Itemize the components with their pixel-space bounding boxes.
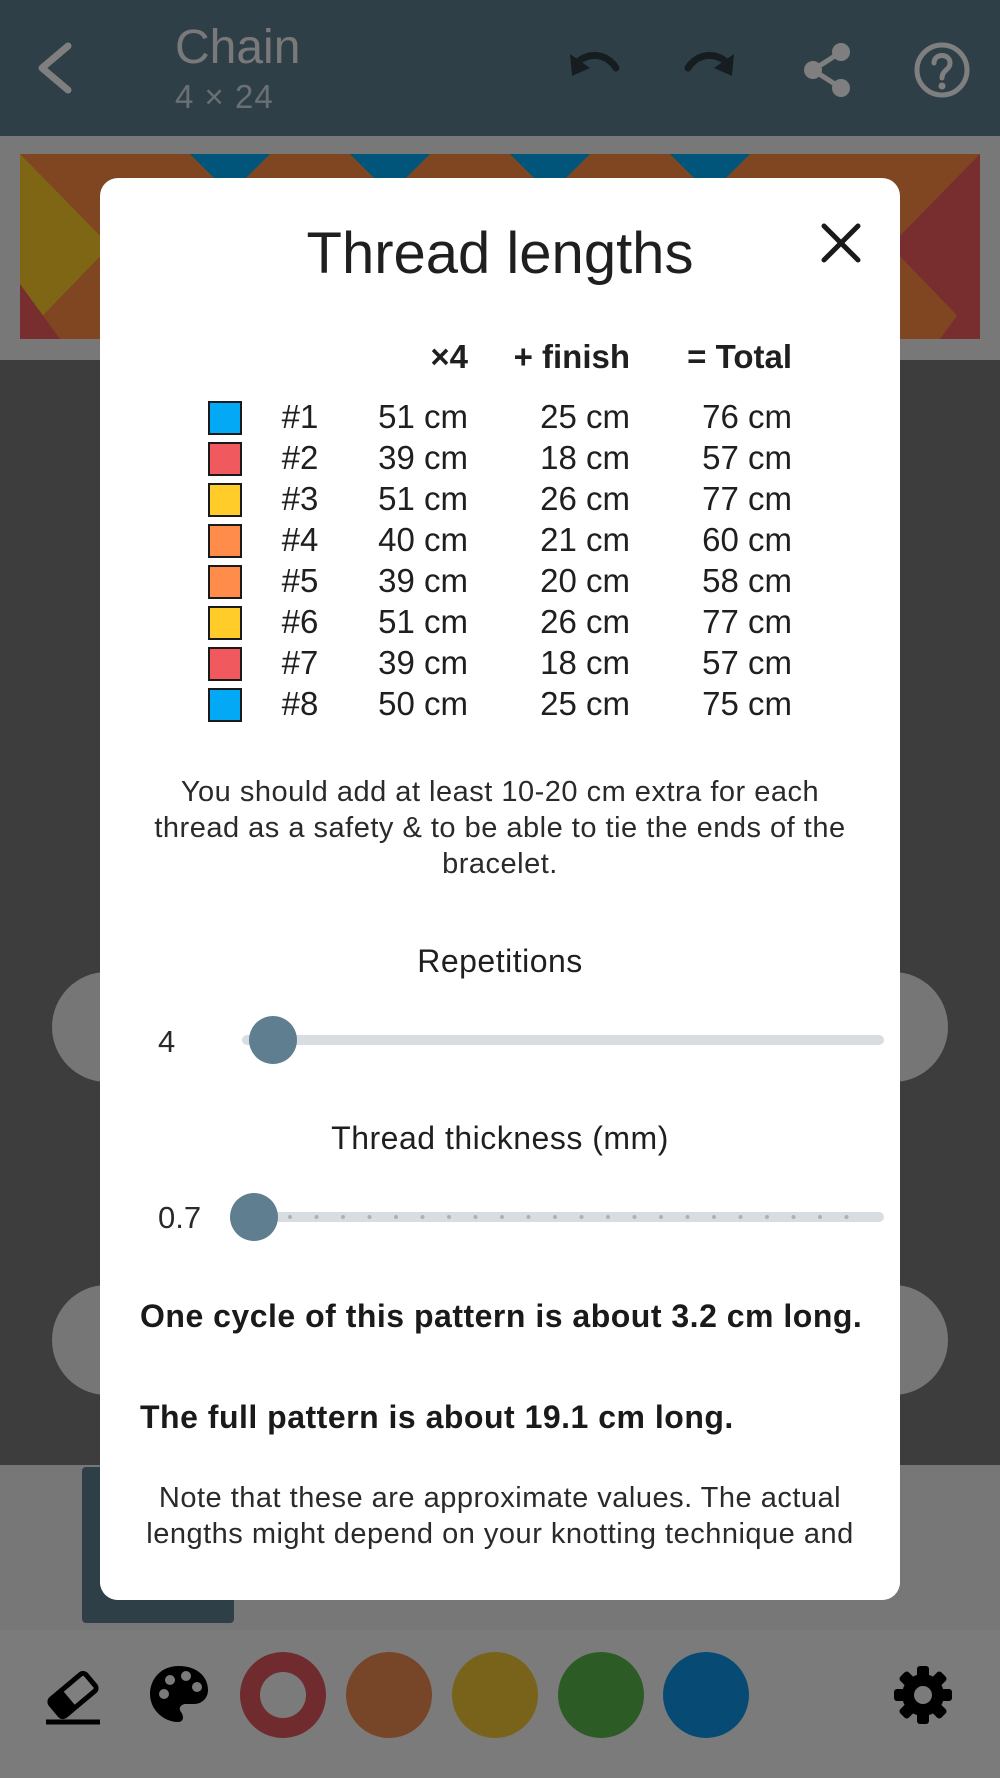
thread-color-swatch <box>208 401 242 435</box>
slider-tick <box>818 1215 822 1219</box>
header-repetitions: ×4 <box>430 338 468 375</box>
thread-color-swatch <box>208 647 242 681</box>
table-row: #3 51 cm 26 cm 77 cm <box>100 480 900 521</box>
thread-color-swatch <box>208 606 242 640</box>
thickness-slider-track[interactable] <box>242 1212 884 1222</box>
repetitions-slider-track[interactable] <box>242 1035 884 1045</box>
slider-tick <box>341 1215 345 1219</box>
table-row: #6 51 cm 26 cm 77 cm <box>100 603 900 644</box>
slider-tick <box>765 1215 769 1219</box>
slider-tick <box>315 1215 319 1219</box>
thickness-label: Thread thickness (mm) <box>331 1120 669 1156</box>
thread-color-swatch <box>208 483 242 517</box>
full-length-text: The full pattern is about 19.1 cm long. <box>140 1399 734 1435</box>
thread-color-swatch <box>208 565 242 599</box>
thread-color-swatch <box>208 688 242 722</box>
dialog-bottom-edge <box>100 1558 900 1600</box>
table-row: #2 39 cm 18 cm 57 cm <box>100 439 900 480</box>
slider-tick <box>553 1215 557 1219</box>
slider-tick <box>633 1215 637 1219</box>
slider-tick <box>792 1215 796 1219</box>
slider-tick <box>606 1215 610 1219</box>
table-row: #1 51 cm 25 cm 76 cm <box>100 398 900 439</box>
table-row: #8 50 cm 25 cm 75 cm <box>100 685 900 726</box>
slider-tick <box>712 1215 716 1219</box>
table-row: #4 40 cm 21 cm 60 cm <box>100 521 900 562</box>
approximation-note: Note that these are approximate values. The actual lengths might depend on your knotting technique and <box>146 1482 854 1550</box>
thread-lengths-dialog <box>100 178 900 1600</box>
thread-color-swatch <box>208 524 242 558</box>
slider-tick <box>368 1215 372 1219</box>
slider-tick <box>527 1215 531 1219</box>
close-icon[interactable] <box>812 214 870 272</box>
repetitions-slider-thumb[interactable] <box>249 1016 297 1064</box>
slider-tick <box>845 1215 849 1219</box>
slider-tick <box>500 1215 504 1219</box>
thickness-value: 0.7 <box>158 1200 202 1235</box>
cycle-length-text: One cycle of this pattern is about 3.2 cm long. <box>140 1298 863 1334</box>
table-row: #7 39 cm 18 cm 57 cm <box>100 644 900 685</box>
slider-tick <box>580 1215 584 1219</box>
thickness-slider-thumb[interactable] <box>230 1193 278 1241</box>
slider-tick <box>288 1215 292 1219</box>
slider-tick <box>686 1215 690 1219</box>
header-total: = Total <box>687 338 792 375</box>
slider-tick <box>421 1215 425 1219</box>
repetitions-value: 4 <box>158 1024 176 1059</box>
repetitions-label: Repetitions <box>417 943 583 979</box>
slider-tick <box>659 1215 663 1219</box>
slider-tick <box>474 1215 478 1219</box>
slider-tick <box>739 1215 743 1219</box>
dialog-title: Thread lengths <box>306 221 694 286</box>
slider-tick <box>394 1215 398 1219</box>
slider-tick <box>447 1215 451 1219</box>
header-finish: + finish <box>513 338 630 375</box>
table-row: #5 39 cm 20 cm 58 cm <box>100 562 900 603</box>
extra-length-advice: You should add at least 10-20 cm extra for each thread as a safety & to be able to tie the ends of the bracelet. <box>154 776 846 880</box>
thread-color-swatch <box>208 442 242 476</box>
